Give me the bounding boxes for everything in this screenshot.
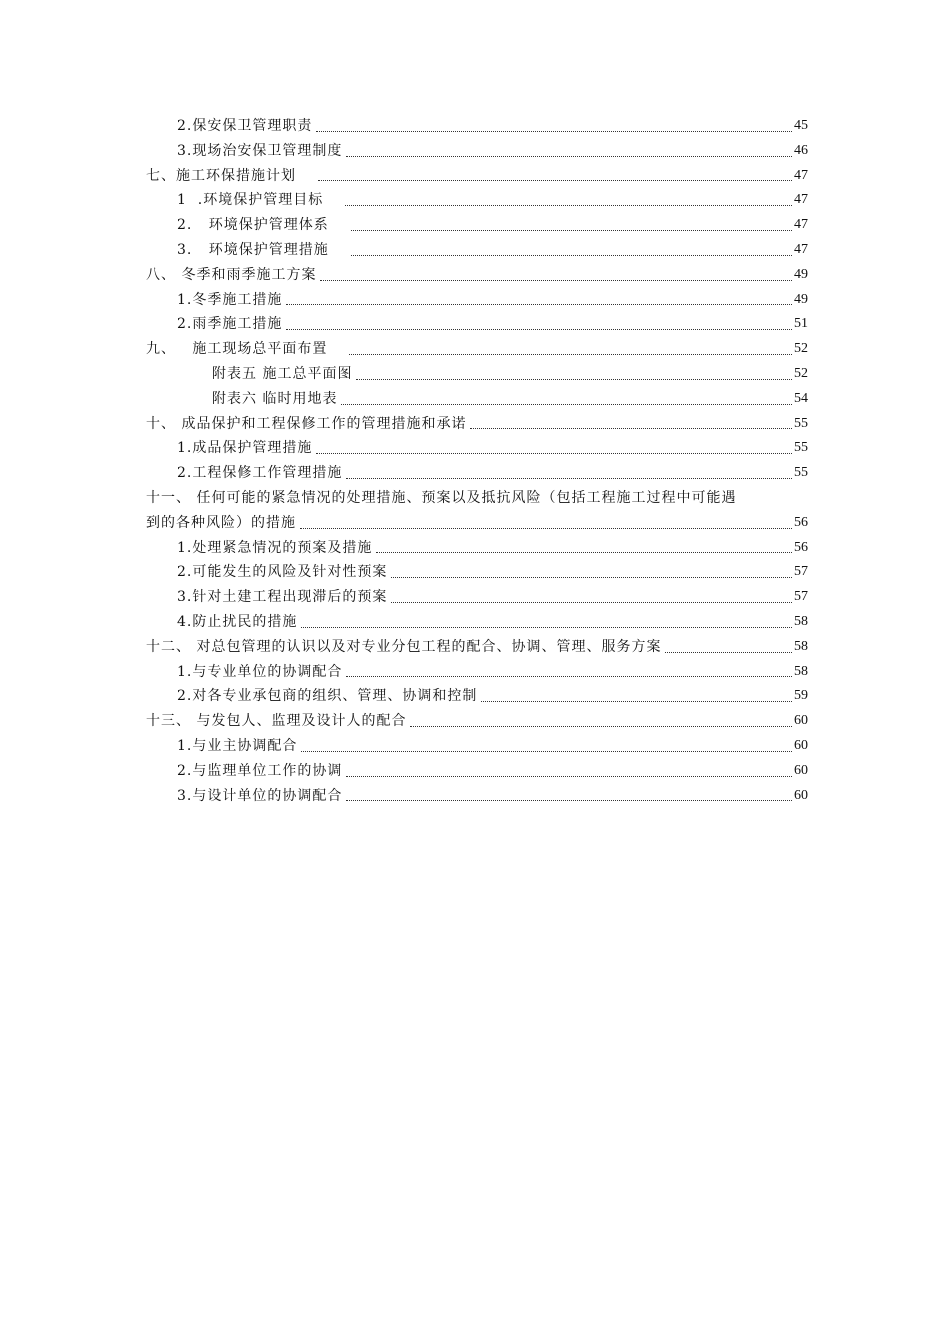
toc-page-number: 55 bbox=[794, 465, 808, 481]
toc-page-number: 58 bbox=[794, 663, 808, 679]
dot-leader bbox=[316, 453, 792, 454]
toc-page-number: 51 bbox=[794, 316, 808, 332]
toc-entry-label: 附表五 施工总平面图 bbox=[212, 365, 353, 382]
toc-entry[interactable] bbox=[146, 362, 808, 387]
toc-entry-label: 1.处理紧急情况的预案及措施 bbox=[177, 539, 373, 556]
toc-page-number: 46 bbox=[794, 142, 808, 158]
dot-leader bbox=[356, 379, 792, 380]
toc-entry-label: 九、 施工现场总平面布置 bbox=[146, 341, 328, 358]
toc-entry[interactable] bbox=[146, 759, 808, 784]
dot-leader bbox=[346, 800, 792, 801]
toc-entry[interactable] bbox=[146, 312, 808, 337]
toc-page-number: 58 bbox=[794, 613, 808, 629]
toc-entry[interactable] bbox=[146, 660, 808, 685]
toc-entry-label: 1.冬季施工措施 bbox=[177, 291, 283, 308]
toc-page-number: 54 bbox=[794, 390, 808, 406]
toc-page-number: 45 bbox=[794, 118, 808, 133]
toc-entry[interactable] bbox=[146, 436, 808, 461]
toc-page-number: 60 bbox=[794, 787, 808, 803]
toc-entry-label: 1.与业主协调配合 bbox=[177, 737, 298, 754]
toc-page-number: 57 bbox=[794, 564, 808, 580]
toc-entry-label: 2.对各专业承包商的组织、管理、协调和控制 bbox=[177, 688, 478, 705]
dot-leader bbox=[346, 676, 792, 677]
toc-entry-wrapped-line[interactable] bbox=[146, 486, 808, 511]
dot-leader bbox=[301, 627, 792, 628]
toc-entry-label: 3. 环境保护管理措施 bbox=[177, 241, 329, 258]
toc-page-number: 49 bbox=[794, 266, 808, 282]
toc-entry-label: 十二、 对总包管理的认识以及对专业分包工程的配合、协调、管理、服务方案 bbox=[146, 638, 662, 655]
dot-leader bbox=[346, 478, 792, 479]
toc-page-number: 59 bbox=[794, 688, 808, 704]
toc-entry-label: 2. 环境保护管理体系 bbox=[177, 217, 329, 234]
toc-entry-label: 附表六 临时用地表 bbox=[212, 390, 338, 407]
toc-entry[interactable] bbox=[146, 585, 808, 610]
toc-entry[interactable] bbox=[146, 412, 808, 437]
dot-leader bbox=[391, 577, 792, 578]
toc-entry-label: 2.雨季施工措施 bbox=[177, 316, 283, 333]
toc-entry[interactable] bbox=[146, 536, 808, 561]
toc-entry-label: 八、 冬季和雨季施工方案 bbox=[146, 266, 317, 283]
toc-entry[interactable] bbox=[146, 387, 808, 412]
toc-entry-label: 1.与专业单位的协调配合 bbox=[177, 663, 343, 680]
dot-leader bbox=[346, 156, 792, 157]
dot-leader bbox=[349, 354, 792, 355]
toc-page-number: 60 bbox=[794, 762, 808, 778]
toc-entry[interactable] bbox=[146, 784, 808, 809]
toc-page-number: 47 bbox=[794, 167, 808, 183]
toc-entry-label: 2.工程保修工作管理措施 bbox=[177, 465, 343, 482]
toc-entry[interactable] bbox=[146, 461, 808, 486]
toc-page-number: 52 bbox=[794, 365, 808, 381]
toc-entry-continuation[interactable] bbox=[146, 511, 808, 536]
toc-entry-label: 十、 成品保护和工程保修工作的管理措施和承诺 bbox=[146, 415, 467, 432]
dot-leader bbox=[470, 428, 792, 429]
toc-page-number: 60 bbox=[794, 737, 808, 753]
toc-page-number: 47 bbox=[794, 217, 808, 233]
dot-leader bbox=[316, 131, 792, 132]
toc-entry-label: 3.针对土建工程出现滞后的预案 bbox=[177, 589, 388, 606]
toc-entry[interactable] bbox=[146, 213, 808, 238]
toc-entry[interactable] bbox=[146, 164, 808, 189]
toc-entry-label: 2.保安保卫管理职责 bbox=[177, 118, 313, 134]
toc-page-number: 49 bbox=[794, 291, 808, 307]
toc-entry-label: 1 .环境保护管理目标 bbox=[177, 192, 324, 209]
toc-entry[interactable] bbox=[146, 560, 808, 585]
toc-entry-label: 3.现场治安保卫管理制度 bbox=[177, 142, 343, 159]
toc-entry-label: 2.与监理单位工作的协调 bbox=[177, 762, 343, 779]
toc-entry[interactable] bbox=[146, 610, 808, 635]
toc-entry-label: 4.防止扰民的措施 bbox=[177, 613, 298, 630]
dot-leader bbox=[481, 701, 792, 702]
toc-entry-label: 十一、 任何可能的紧急情况的处理措施、预案以及抵抗风险（包括工程施工过程中可能遇 bbox=[146, 489, 737, 506]
toc-page-number: 47 bbox=[794, 192, 808, 208]
dot-leader bbox=[351, 255, 792, 256]
dot-leader bbox=[341, 404, 792, 405]
toc-page-number: 52 bbox=[794, 341, 808, 357]
toc-page-number: 56 bbox=[794, 514, 808, 530]
dot-leader bbox=[320, 280, 792, 281]
toc-page-number: 60 bbox=[794, 713, 808, 729]
toc-entry-label: 1.成品保护管理措施 bbox=[177, 440, 313, 457]
dot-leader bbox=[351, 230, 792, 231]
dot-leader bbox=[376, 552, 792, 553]
toc-page-number: 58 bbox=[794, 638, 808, 654]
toc-page-number: 56 bbox=[794, 539, 808, 555]
toc-page-number: 57 bbox=[794, 589, 808, 605]
toc-entry[interactable] bbox=[146, 684, 808, 709]
dot-leader bbox=[318, 180, 792, 181]
dot-leader bbox=[346, 776, 792, 777]
dot-leader bbox=[286, 329, 792, 330]
table-of-contents bbox=[146, 114, 808, 808]
toc-entry[interactable] bbox=[146, 734, 808, 759]
dot-leader bbox=[391, 602, 792, 603]
toc-entry[interactable] bbox=[146, 188, 808, 213]
toc-entry[interactable] bbox=[146, 238, 808, 263]
dot-leader bbox=[345, 205, 792, 206]
toc-page-number: 55 bbox=[794, 415, 808, 431]
dot-leader bbox=[665, 652, 792, 653]
toc-page-number: 47 bbox=[794, 241, 808, 257]
toc-entry[interactable] bbox=[146, 139, 808, 164]
toc-entry-label: 七、施工环保措施计划 bbox=[146, 167, 296, 184]
toc-entry-label-continuation: 到的各种风险）的措施 bbox=[146, 514, 296, 531]
dot-leader bbox=[286, 304, 792, 305]
dot-leader bbox=[300, 528, 792, 529]
toc-entry[interactable] bbox=[146, 337, 808, 362]
toc-entry[interactable] bbox=[146, 709, 808, 734]
toc-page-number: 55 bbox=[794, 440, 808, 456]
toc-entry[interactable] bbox=[146, 263, 808, 288]
toc-entry-label: 3.与设计单位的协调配合 bbox=[177, 787, 343, 804]
toc-entry[interactable] bbox=[146, 114, 808, 139]
dot-leader bbox=[410, 726, 792, 727]
toc-entry-label: 2.可能发生的风险及针对性预案 bbox=[177, 564, 388, 581]
toc-entry-label: 十三、 与发包人、监理及设计人的配合 bbox=[146, 713, 407, 730]
toc-entry[interactable] bbox=[146, 635, 808, 660]
toc-entry[interactable] bbox=[146, 288, 808, 313]
dot-leader bbox=[301, 751, 792, 752]
